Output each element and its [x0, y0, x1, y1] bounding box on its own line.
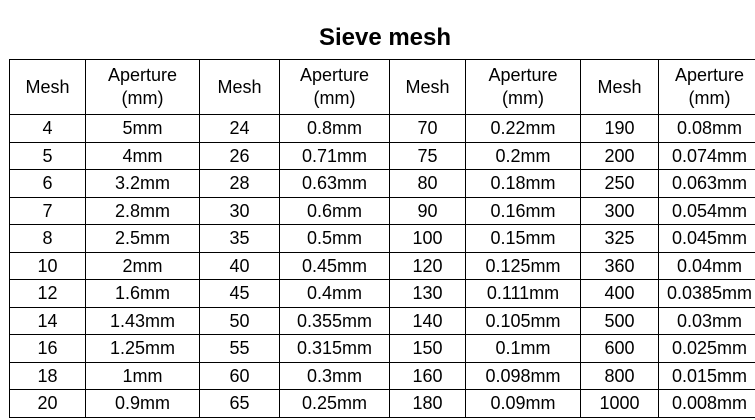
- cell-aperture-1: 0.9mm: [86, 390, 200, 418]
- cell-mesh-4: 500: [581, 307, 659, 335]
- table-row: [10, 197, 755, 225]
- table-row: [10, 225, 755, 253]
- cell-mesh-2: 65: [200, 390, 280, 418]
- page-title: Sieve mesh: [318, 24, 452, 51]
- cell-mesh-4: 800: [581, 362, 659, 390]
- header-aperture-3: Aperture (mm): [466, 60, 581, 115]
- cell-aperture-1: 4mm: [86, 142, 200, 170]
- cell-aperture-4: 0.063mm: [659, 170, 755, 198]
- cell-aperture-2: 0.6mm: [280, 197, 390, 225]
- table-body: [10, 115, 755, 418]
- cell-mesh-3: 180: [390, 390, 466, 418]
- cell-aperture-4: 0.04mm: [659, 252, 755, 280]
- cell-mesh-3: 80: [390, 170, 466, 198]
- cell-aperture-4: 0.008mm: [659, 390, 755, 418]
- cell-aperture-2: 0.8mm: [280, 115, 390, 143]
- table-row: [10, 252, 755, 280]
- cell-aperture-2: 0.71mm: [280, 142, 390, 170]
- cell-aperture-3: 0.098mm: [466, 362, 581, 390]
- cell-aperture-2: 0.25mm: [280, 390, 390, 418]
- cell-aperture-3: 0.105mm: [466, 307, 581, 335]
- cell-aperture-1: 3.2mm: [86, 170, 200, 198]
- cell-aperture-2: 0.355mm: [280, 307, 390, 335]
- cell-aperture-4: 0.054mm: [659, 197, 755, 225]
- header-mesh-2: Mesh: [200, 60, 280, 115]
- cell-mesh-4: 200: [581, 142, 659, 170]
- header-aperture-2: Aperture (mm): [280, 60, 390, 115]
- cell-aperture-4: 0.03mm: [659, 307, 755, 335]
- cell-aperture-2: 0.5mm: [280, 225, 390, 253]
- cell-aperture-4: 0.074mm: [659, 142, 755, 170]
- table-row: [10, 307, 755, 335]
- cell-mesh-2: 30: [200, 197, 280, 225]
- header-mesh-3: Mesh: [390, 60, 466, 115]
- header-mesh-4: Mesh: [581, 60, 659, 115]
- cell-mesh-3: 120: [390, 252, 466, 280]
- cell-aperture-3: 0.22mm: [466, 115, 581, 143]
- cell-aperture-2: 0.3mm: [280, 362, 390, 390]
- cell-mesh-1: 14: [10, 307, 86, 335]
- cell-aperture-1: 2.5mm: [86, 225, 200, 253]
- cell-mesh-2: 60: [200, 362, 280, 390]
- cell-mesh-2: 40: [200, 252, 280, 280]
- cell-aperture-2: 0.45mm: [280, 252, 390, 280]
- table-row: [10, 335, 755, 363]
- cell-mesh-4: 325: [581, 225, 659, 253]
- header-aperture-4: Aperture (mm): [659, 60, 755, 115]
- cell-aperture-1: 1mm: [86, 362, 200, 390]
- header-mesh-1: Mesh: [10, 60, 86, 115]
- cell-mesh-1: 6: [10, 170, 86, 198]
- cell-mesh-3: 140: [390, 307, 466, 335]
- cell-aperture-4: 0.08mm: [659, 115, 755, 143]
- cell-mesh-1: 4: [10, 115, 86, 143]
- cell-mesh-2: 50: [200, 307, 280, 335]
- table-row: [10, 115, 755, 143]
- cell-mesh-2: 26: [200, 142, 280, 170]
- cell-mesh-3: 70: [390, 115, 466, 143]
- cell-mesh-4: 360: [581, 252, 659, 280]
- header-aperture-1: Aperture (mm): [86, 60, 200, 115]
- cell-mesh-2: 35: [200, 225, 280, 253]
- cell-mesh-3: 160: [390, 362, 466, 390]
- cell-mesh-3: 100: [390, 225, 466, 253]
- cell-aperture-2: 0.63mm: [280, 170, 390, 198]
- cell-aperture-3: 0.2mm: [466, 142, 581, 170]
- cell-mesh-1: 12: [10, 280, 86, 308]
- cell-mesh-4: 300: [581, 197, 659, 225]
- cell-mesh-2: 45: [200, 280, 280, 308]
- cell-mesh-4: 190: [581, 115, 659, 143]
- cell-aperture-3: 0.15mm: [466, 225, 581, 253]
- table-row: [10, 142, 755, 170]
- cell-mesh-1: 18: [10, 362, 86, 390]
- cell-aperture-1: 5mm: [86, 115, 200, 143]
- cell-aperture-3: 0.09mm: [466, 390, 581, 418]
- cell-aperture-4: 0.025mm: [659, 335, 755, 363]
- sieve-mesh-table: [9, 59, 755, 418]
- cell-mesh-1: 20: [10, 390, 86, 418]
- cell-aperture-3: 0.18mm: [466, 170, 581, 198]
- cell-aperture-4: 0.045mm: [659, 225, 755, 253]
- cell-aperture-3: 0.125mm: [466, 252, 581, 280]
- cell-aperture-3: 0.1mm: [466, 335, 581, 363]
- cell-mesh-1: 8: [10, 225, 86, 253]
- cell-mesh-2: 55: [200, 335, 280, 363]
- cell-aperture-1: 1.25mm: [86, 335, 200, 363]
- cell-mesh-1: 5: [10, 142, 86, 170]
- header-row: [10, 60, 755, 115]
- cell-mesh-3: 150: [390, 335, 466, 363]
- cell-mesh-4: 400: [581, 280, 659, 308]
- cell-aperture-2: 0.4mm: [280, 280, 390, 308]
- table-row: [10, 280, 755, 308]
- cell-mesh-4: 600: [581, 335, 659, 363]
- cell-mesh-1: 16: [10, 335, 86, 363]
- cell-mesh-1: 7: [10, 197, 86, 225]
- cell-mesh-2: 28: [200, 170, 280, 198]
- cell-aperture-2: 0.315mm: [280, 335, 390, 363]
- cell-mesh-4: 250: [581, 170, 659, 198]
- table-row: [10, 390, 755, 418]
- cell-aperture-3: 0.111mm: [466, 280, 581, 308]
- cell-mesh-3: 90: [390, 197, 466, 225]
- cell-aperture-1: 1.43mm: [86, 307, 200, 335]
- cell-mesh-1: 10: [10, 252, 86, 280]
- cell-aperture-1: 2.8mm: [86, 197, 200, 225]
- cell-mesh-2: 24: [200, 115, 280, 143]
- cell-aperture-4: 0.0385mm: [659, 280, 755, 308]
- table-row: [10, 362, 755, 390]
- table-row: [10, 170, 755, 198]
- cell-aperture-1: 2mm: [86, 252, 200, 280]
- cell-aperture-4: 0.015mm: [659, 362, 755, 390]
- cell-mesh-4: 1000: [581, 390, 659, 418]
- cell-aperture-1: 1.6mm: [86, 280, 200, 308]
- cell-aperture-3: 0.16mm: [466, 197, 581, 225]
- cell-mesh-3: 130: [390, 280, 466, 308]
- cell-mesh-3: 75: [390, 142, 466, 170]
